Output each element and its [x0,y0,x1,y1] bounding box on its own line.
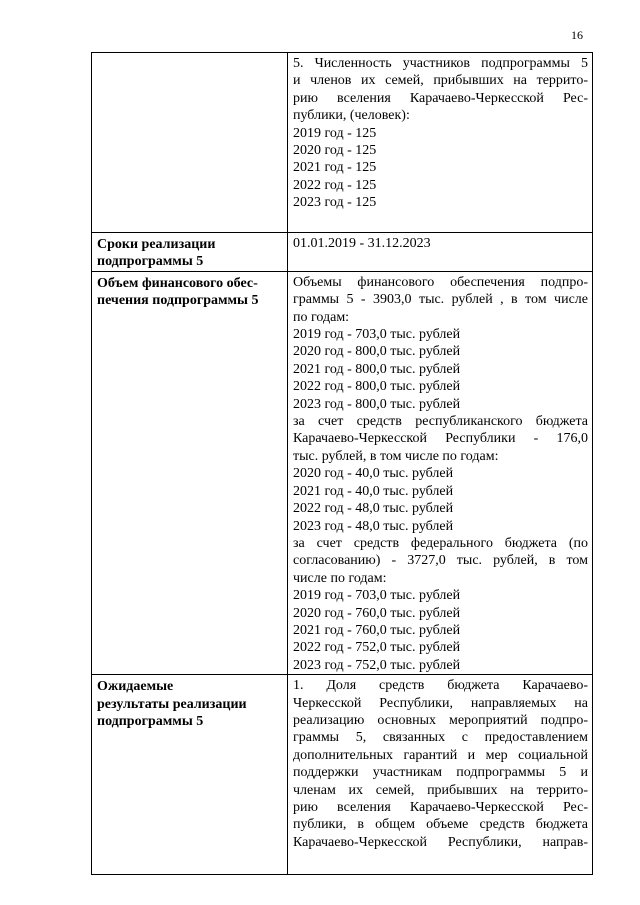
text-line: 2020 год - 800,0 тыс. рублей [293,344,461,360]
text-line: 2023 год - 48,0 тыс. рублей [293,518,454,534]
text-line: 2023 год - 800,0 тыс. рублей [293,396,461,412]
text-line: публики, (человек): [293,108,410,124]
text-line: 2021 год - 760,0 тыс. рублей [293,622,461,638]
text-line: 2023 год - 125 [293,195,377,211]
text-line: по годам: [293,309,350,325]
text-line: и членов их семей, прибывших на террито- [293,73,588,89]
text-line: 2022 год - 752,0 тыс. рублей [293,640,461,656]
text-line: реализацию основных мероприятий подпро- [293,712,588,728]
text-line: 2020 год - 125 [293,143,377,159]
row-label-results [92,675,288,875]
text-line: 2019 год - 703,0 тыс. рублей [293,327,461,343]
terms-label-line-1: Сроки реализации [97,237,216,252]
text-line: Черкесской Республики, направляемых на [293,695,588,711]
text-line: 2022 год - 800,0 тыс. рублей [293,379,461,395]
table-row-terms [92,233,593,272]
text-line: 2022 год - 48,0 тыс. рублей [293,501,454,517]
table-row-financing [92,271,593,674]
text-line: 2019 год - 125 [293,125,377,141]
page-number: 16 [571,28,583,42]
participants-cell [288,53,593,233]
text-line: за счет средств федерального бюджета (по [293,535,588,551]
financing-label-line-2: печения подпрограммы 5 [97,293,259,309]
text-line: 5. Численность участников подпрограммы 5 [293,56,588,71]
text-line: 2021 год - 800,0 тыс. рублей [293,361,461,377]
text-line: 2020 год - 760,0 тыс. рублей [293,605,461,621]
text-line: 2023 год - 752,0 тыс. рублей [293,657,461,673]
text-line: граммы 5 - 3903,0 тыс. рублей , в том числе [293,292,588,308]
text-line: за счет средств республиканского бюджета [293,414,588,430]
subprogram-passport-table [91,52,593,875]
text-line: 2021 год - 40,0 тыс. рублей [293,483,454,499]
text-line: 1. Доля средств бюджета Карачаево- [293,678,588,694]
text-line: поддержки участникам подпрограммы 5 и [293,765,588,781]
row-label-empty [92,53,288,233]
results-label-line-2: результаты реализации [97,696,247,712]
text-line: числе по годам: [293,570,387,586]
financing-cell [288,271,593,674]
text-line: 2020 год - 40,0 тыс. рублей [293,466,454,482]
text-line: 2021 год - 125 [293,160,377,176]
text-line: согласованию) - 3727,0 тыс. рублей, в том [293,553,588,569]
text-line: рию вселения Карачаево-Черкесской Рес- [293,90,588,106]
row-label-terms [92,233,288,272]
text-line: Объемы финансового обеспечения подпро- [293,274,588,290]
text-line: дополнительных гарантий и мер социальной [293,747,588,763]
terms-value-cell [288,233,593,272]
table-row-results [92,675,593,875]
text-line: Карачаево-Черкесской Республики - 176,0 [293,431,588,447]
text-line: тыс. рублей, в том числе по годам: [293,448,499,464]
text-line: 2022 год - 125 [293,177,377,193]
text-line: Карачаево-Черкесской Республики, направ- [293,834,588,850]
text-line: публики, в общем объеме средств бюджета [293,817,588,833]
row-label-financing [92,271,288,674]
results-cell [288,675,593,875]
results-label-line-3: подпрограммы 5 [97,713,204,729]
table-row-participants [92,53,593,233]
terms-label-line-2: подпрограммы 5 [97,254,204,270]
text-line: 2019 год - 703,0 тыс. рублей [293,588,461,604]
terms-value: 01.01.2019 - 31.12.2023 [293,236,431,251]
results-label-line-1: Ожидаемые [97,679,174,695]
text-line: членам их семей, прибывших на террито- [293,782,588,798]
text-line: рию вселения Карачаево-Черкесской Рес- [293,800,588,815]
financing-label-line-1: Объем финансового обес- [97,275,258,291]
text-line: граммы 5, связанных с предоставлением [293,730,588,746]
